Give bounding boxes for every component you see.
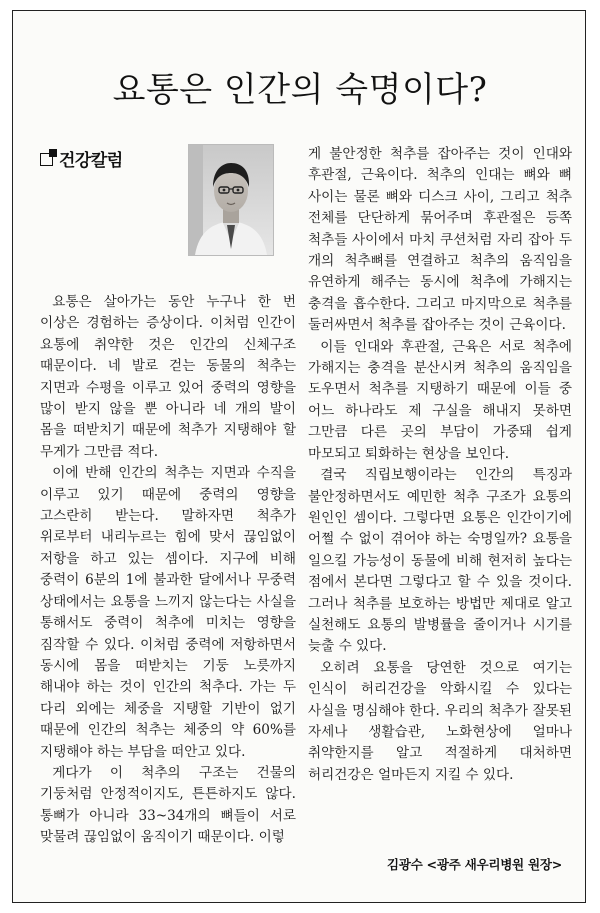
column-label: 건강칼럼 bbox=[59, 151, 123, 171]
author-byline: 김광수 <광주 새우리병원 원장> bbox=[386, 857, 562, 872]
paragraph: 결국 직립보행이라는 인간의 특징과 불안정하면서도 예민한 척추 구조가 요통의 원인인 셈이다. 그렇다면 요통은 인간이기에 어쩔 수 없이 겪어야 하는 숙명일까? 요통을 일으킬 가능성이 동물에 비해 현저히 높다는 점에서 본다면 그렇다고 할 수 있을 것이다. 그러나 척추를 보호하는 방법만 제대로 알고 실천해도 요통의 발병률을 줄이거나 시기를 늦출 수 있다. bbox=[308, 467, 572, 655]
paragraph: 게 불안정한 척추를 잡아주는 것이 인대와 후관절, 근육이다. 척추의 인대는 뼈와 뼈 사이는 물론 뼈와 디스크 사이, 그리고 척추 전체를 단단하게 묶어주며 후관절은 등쪽 척추들 사이에서 마치 쿠션처럼 자리 잡아 두 개의 척추뼈를 연결하고 척추의 움직임을 유연하게 해주는 동시에 척추에 가해지는 충격을 흡수한다. 그리고 마지막으로 척추를 둘러싸면서 척추를 잡아주는 것이 근육이다. bbox=[308, 146, 572, 334]
paragraph: 이들 인대와 후관절, 근육은 서로 척추에 가해지는 충격을 분산시켜 척추의 움직임을 도우면서 척추를 지탱하기 때문에 이들 중 어느 하나라도 제 구실을 해내지 못하면 그만큼 다른 곳의 부담이 가중돼 쉽게 마모되고 퇴화하는 현상을 보인다. bbox=[308, 338, 572, 462]
paragraph: 게다가 이 척추의 구조는 건물의 기둥처럼 안정적이지도, 튼튼하지도 않다. 통뼈가 아니라 33~34개의 뼈들이 서로 맞물려 끊임없이 움직이기 때문이다. 이렇 bbox=[40, 764, 296, 846]
article-title: 요통은 인간의 숙명이다? bbox=[112, 70, 488, 110]
paragraph: 이에 반해 인간의 척추는 지면과 수직을 이루고 있기 때문에 중력의 영향을 고스란히 받는다. 말하자면 척추가 위로부터 내리누르는 힘에 맞서 끊임없이 저항을 하고 있는 셈이다. 지구에 비해 중력이 6분의 1에 불과한 달에서나 무중력 상태에서는 요통을 느끼지 않는다는 사실을 통해서도 중력이 척추에 미치는 영향을 짐작할 수 있다. 이처럼 중력에 저항하면서 동시에 몸을 떠받치는 기둥 노릇까지 해내야 하는 것이 인간의 척추다. 가는 두 다리 외에는 체중을 지탱할 기반이 없기 때문에 인간의 척추는 체중의 약 60%를 지탱해야 하는 부담을 떠안고 있다. bbox=[40, 465, 296, 760]
author-photo bbox=[188, 144, 274, 256]
paragraph: 요통은 살아가는 동안 누구나 한 번 이상은 경험하는 증상이다. 이처럼 인간이 요통에 취약한 것은 인간의 신체구조 때문이다. 네 발로 걷는 동물의 척추는 지면과 수평을 이루고 있어 중력의 영향을 많이 받지 않을 뿐 아니라 네 개의 발이 몸을 떠받치기 때문에 척추가 지탱해야 할 무게가 그만큼 적다. bbox=[40, 294, 296, 460]
author-portrait-image bbox=[189, 145, 273, 255]
column-header bbox=[40, 146, 123, 171]
left-column bbox=[40, 292, 296, 849]
paragraph: 오히려 요통을 당연한 것으로 여기는 인식이 허리건강을 악화시킬 수 있다는 사실을 명심해야 한다. 우리의 척추가 잘못된 자세나 생활습관, 노화현상에 얼마나 취약한지를 알고 적절하게 대처하면 허리건강은 얼마든지 지킬 수 있다. bbox=[308, 659, 572, 783]
column-marker-icon bbox=[40, 153, 53, 166]
right-column bbox=[308, 144, 572, 786]
